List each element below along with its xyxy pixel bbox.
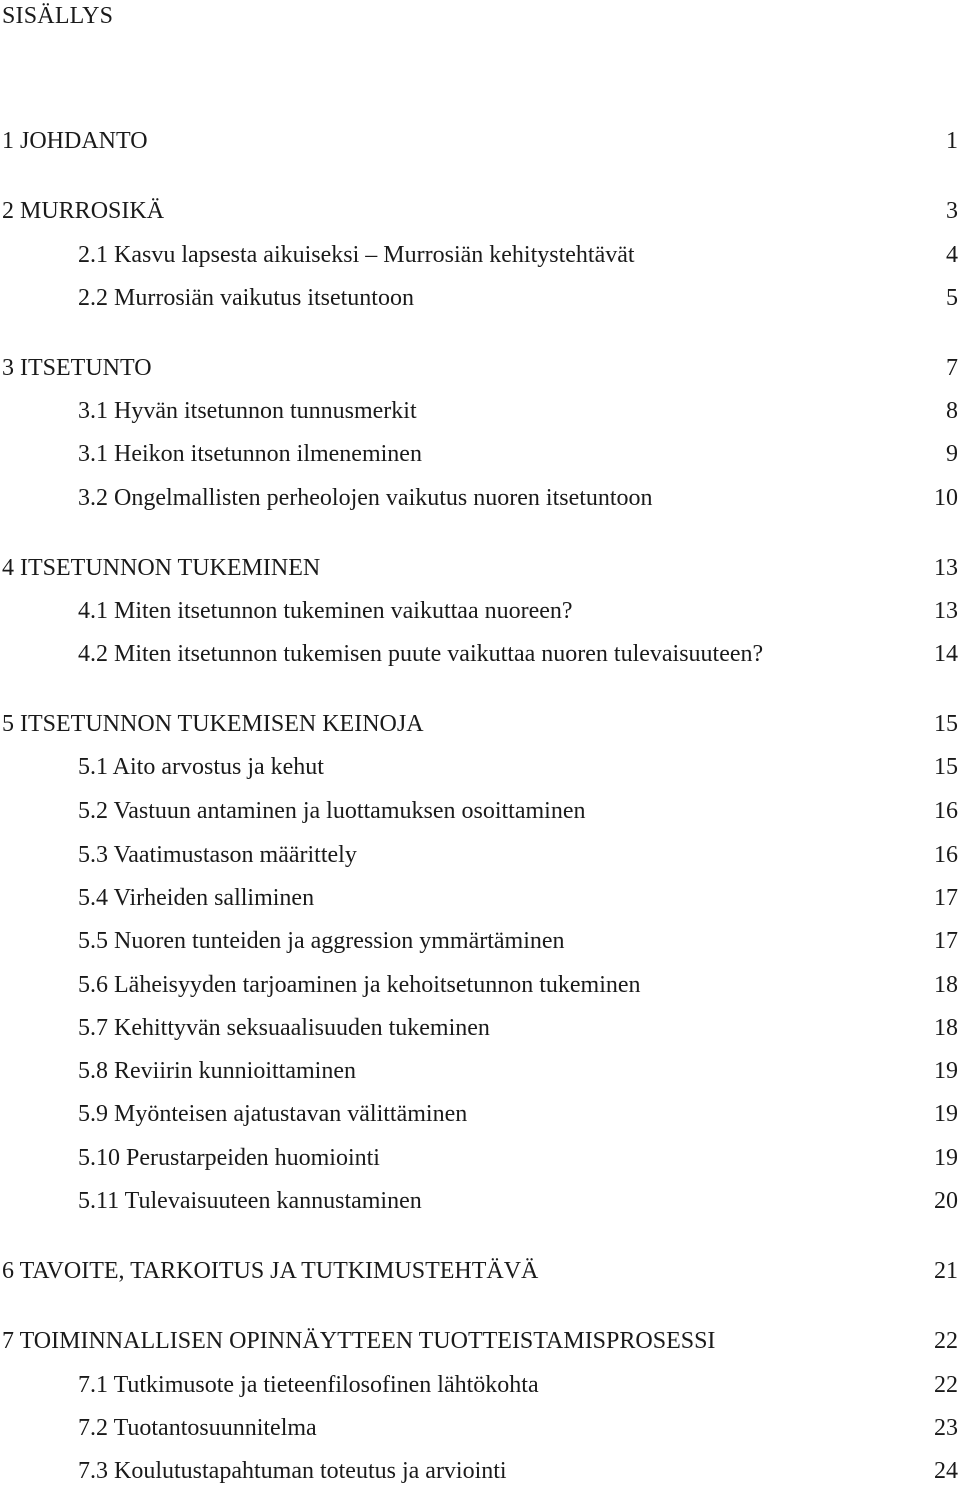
toc-entry-page-number: 15 <box>934 754 958 780</box>
toc-entry[interactable] <box>0 551 960 585</box>
toc-entry[interactable] <box>0 437 960 471</box>
toc-entry[interactable] <box>0 124 960 158</box>
toc-entry-page-number: 16 <box>934 842 958 868</box>
toc-entry-label: 2.1 Kasvu lapsesta aikuiseksi – Murrosiän kehitystehtävät <box>78 242 635 268</box>
toc-entry-label: 5.4 Virheiden salliminen <box>78 885 315 911</box>
toc-entry-page-number: 9 <box>946 441 958 467</box>
toc-entry-label: 5 ITSETUNNON TUKEMISEN KEINOJA <box>2 711 424 737</box>
toc-entry[interactable] <box>0 1454 960 1488</box>
toc-entry-label: 4.2 Miten itsetunnon tukemisen puute vaikuttaa nuoren tulevaisuuteen? <box>78 641 764 667</box>
toc-entry[interactable] <box>0 750 960 784</box>
toc-entry-page-number: 13 <box>934 598 958 624</box>
toc-entry[interactable] <box>0 794 960 828</box>
toc-entry[interactable] <box>0 637 960 671</box>
toc-entry[interactable] <box>0 1141 960 1175</box>
toc-entry-page-number: 15 <box>934 711 958 737</box>
toc-entry[interactable] <box>0 924 960 958</box>
toc-entry-label: 4 ITSETUNNON TUKEMINEN <box>2 555 321 581</box>
toc-entry-label: 5.7 Kehittyvän seksuaalisuuden tukeminen <box>78 1015 490 1041</box>
toc-entry-page-number: 7 <box>946 355 958 381</box>
toc-entry-label: 5.9 Myönteisen ajatustavan välittäminen <box>78 1101 468 1127</box>
toc-entry-page-number: 14 <box>934 641 958 667</box>
toc-entry-page-number: 22 <box>934 1372 958 1398</box>
toc-entry-label: 5.10 Perustarpeiden huomiointi <box>78 1145 380 1171</box>
toc-entry[interactable] <box>0 881 960 915</box>
toc-entry-label: 7.2 Tuotantosuunnitelma <box>78 1415 317 1441</box>
toc-entry[interactable] <box>0 238 960 272</box>
toc-entry-label: 5.8 Reviirin kunnioittaminen <box>78 1058 356 1084</box>
toc-entry-page-number: 5 <box>946 285 958 311</box>
toc-entry[interactable] <box>0 1054 960 1088</box>
toc-entry[interactable] <box>0 968 960 1002</box>
toc-entry-page-number: 19 <box>934 1058 958 1084</box>
toc-entry-label: 3.1 Hyvän itsetunnon tunnusmerkit <box>78 398 417 424</box>
toc-entry[interactable] <box>0 1184 960 1218</box>
toc-entry[interactable] <box>0 707 960 741</box>
toc-entry-page-number: 18 <box>934 1015 958 1041</box>
toc-entry[interactable] <box>0 281 960 315</box>
toc-entry[interactable] <box>0 1254 960 1288</box>
toc-entry-page-number: 3 <box>946 198 958 224</box>
toc-entry-page-number: 10 <box>934 485 958 511</box>
toc-entry-page-number: 23 <box>934 1415 958 1441</box>
toc-entry-page-number: 20 <box>934 1188 958 1214</box>
page-title: SISÄLLYS <box>2 3 114 29</box>
toc-entry[interactable] <box>0 594 960 628</box>
toc-entry-label: 2 MURROSIKÄ <box>2 198 165 224</box>
toc-entry-label: 7 TOIMINNALLISEN OPINNÄYTTEEN TUOTTEISTAMISPROSESSI <box>2 1328 716 1354</box>
toc-entry-label: 5.6 Läheisyyden tarjoaminen ja kehoitsetunnon tukeminen <box>78 972 641 998</box>
toc-entry-page-number: 16 <box>934 798 958 824</box>
toc-entry-page-number: 4 <box>946 242 958 268</box>
toc-entry[interactable] <box>0 1411 960 1445</box>
toc-entry-page-number: 19 <box>934 1101 958 1127</box>
toc-entry-page-number: 13 <box>934 555 958 581</box>
toc-entry-label: 3.2 Ongelmallisten perheolojen vaikutus nuoren itsetuntoon <box>78 485 653 511</box>
toc-entry[interactable] <box>0 1324 960 1358</box>
toc-entry-page-number: 24 <box>934 1458 958 1484</box>
toc-entry-page-number: 22 <box>934 1328 958 1354</box>
toc-entry[interactable] <box>0 838 960 872</box>
toc-entry-page-number: 17 <box>934 885 958 911</box>
toc-entry[interactable] <box>0 351 960 385</box>
toc-entry-label: 3.1 Heikon itsetunnon ilmeneminen <box>78 441 422 467</box>
toc-entry-page-number: 1 <box>946 128 958 154</box>
toc-entry-page-number: 19 <box>934 1145 958 1171</box>
toc-entry-page-number: 17 <box>934 928 958 954</box>
toc-entry-label: 2.2 Murrosiän vaikutus itsetuntoon <box>78 285 414 311</box>
toc-entry[interactable] <box>0 1097 960 1131</box>
toc-entry[interactable] <box>0 1368 960 1402</box>
toc-entry-label: 5.1 Aito arvostus ja kehut <box>78 754 324 780</box>
toc-entry[interactable] <box>0 194 960 228</box>
toc-entry-page-number: 18 <box>934 972 958 998</box>
toc-entry[interactable] <box>0 481 960 515</box>
toc-entry-label: 7.1 Tutkimusote ja tieteenfilosofinen lähtökohta <box>78 1372 539 1398</box>
toc-entry-label: 7.3 Koulutustapahtuman toteutus ja arviointi <box>78 1458 507 1484</box>
toc-entry-label: 1 JOHDANTO <box>2 128 148 154</box>
toc-entry-label: 4.1 Miten itsetunnon tukeminen vaikuttaa nuoreen? <box>78 598 573 624</box>
toc-entry-label: 6 TAVOITE, TARKOITUS JA TUTKIMUSTEHTÄVÄ <box>2 1258 539 1284</box>
toc-entry[interactable] <box>0 1011 960 1045</box>
toc-entry-label: 5.2 Vastuun antaminen ja luottamuksen osoittaminen <box>78 798 586 824</box>
toc-entry-label: 5.3 Vaatimustason määrittely <box>78 842 357 868</box>
toc-entry-label: 3 ITSETUNTO <box>2 355 152 381</box>
toc-entry-page-number: 8 <box>946 398 958 424</box>
toc-entry-page-number: 21 <box>934 1258 958 1284</box>
toc-entry-label: 5.11 Tulevaisuuteen kannustaminen <box>78 1188 422 1214</box>
toc-entry[interactable] <box>0 394 960 428</box>
toc-entry-label: 5.5 Nuoren tunteiden ja aggression ymmärtäminen <box>78 928 565 954</box>
